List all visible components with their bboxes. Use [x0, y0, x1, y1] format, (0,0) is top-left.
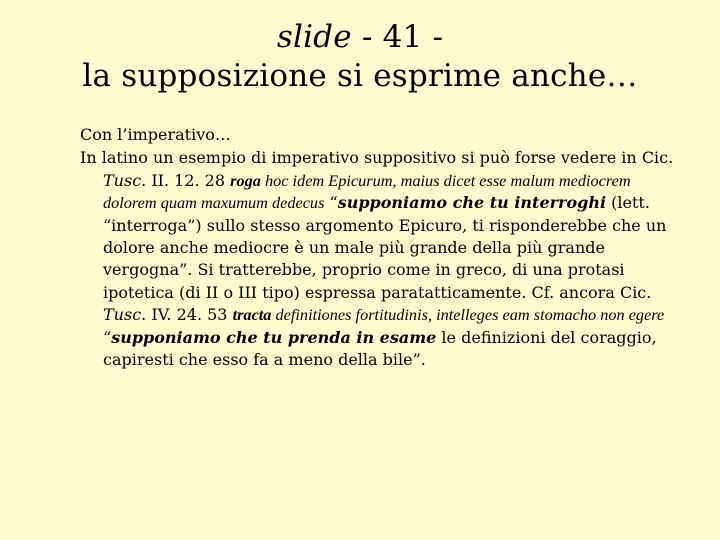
- latin-quote: hoc idem Epicurum, maius dicet esse malum mediocrem dolorem quam maxumum dedecus: [103, 170, 631, 213]
- text-span: (lett. “interroga”) sullo stesso argomento Epicuro, ti risponderebbe che un dolore anche mediocre è un male più grande della più grande vergogna”. Si tratterebbe, proprio come in greco, di una protasi ipotetica (di II o III tipo) espressa paratatticamente. Cf. ancora Cic.: [103, 193, 667, 302]
- latin-quote: definitiones fortitudinis, intelleges eam stomacho non egere: [271, 305, 665, 325]
- paragraph-imperative: Con l’imperativo…: [80, 125, 231, 144]
- text-span: . IV. 24. 53: [141, 305, 233, 325]
- title-line-2: la supposizione si esprime anche…: [82, 58, 638, 94]
- text-span: In latino un esempio di imperativo suppositivo si può forse vedere in Cic.: [80, 148, 674, 168]
- slide-body: [80, 124, 680, 371]
- title-slide-number: - 41 -: [351, 19, 444, 55]
- latin-keyword-tracta: tracta: [232, 305, 272, 325]
- latin-keyword-roga: roga: [230, 170, 261, 190]
- citation-tusc: Tusc: [103, 305, 142, 325]
- translation-highlight: supponiamo che tu interroghi: [337, 193, 607, 213]
- translation-highlight: supponiamo che tu prenda in esame: [111, 327, 437, 347]
- text-span: “: [324, 193, 338, 213]
- paragraph-latin-example: [80, 147, 680, 371]
- slide-title: [20, 18, 700, 96]
- title-slide-word: slide: [276, 19, 352, 55]
- text-span: “: [103, 327, 112, 347]
- text-span: . II. 12. 28: [141, 170, 231, 190]
- title-line-1: [20, 18, 700, 57]
- text-span: le definizioni del coraggio, capiresti che esso fa a meno della bile”.: [103, 327, 657, 370]
- citation-tusc: Tusc: [103, 170, 142, 190]
